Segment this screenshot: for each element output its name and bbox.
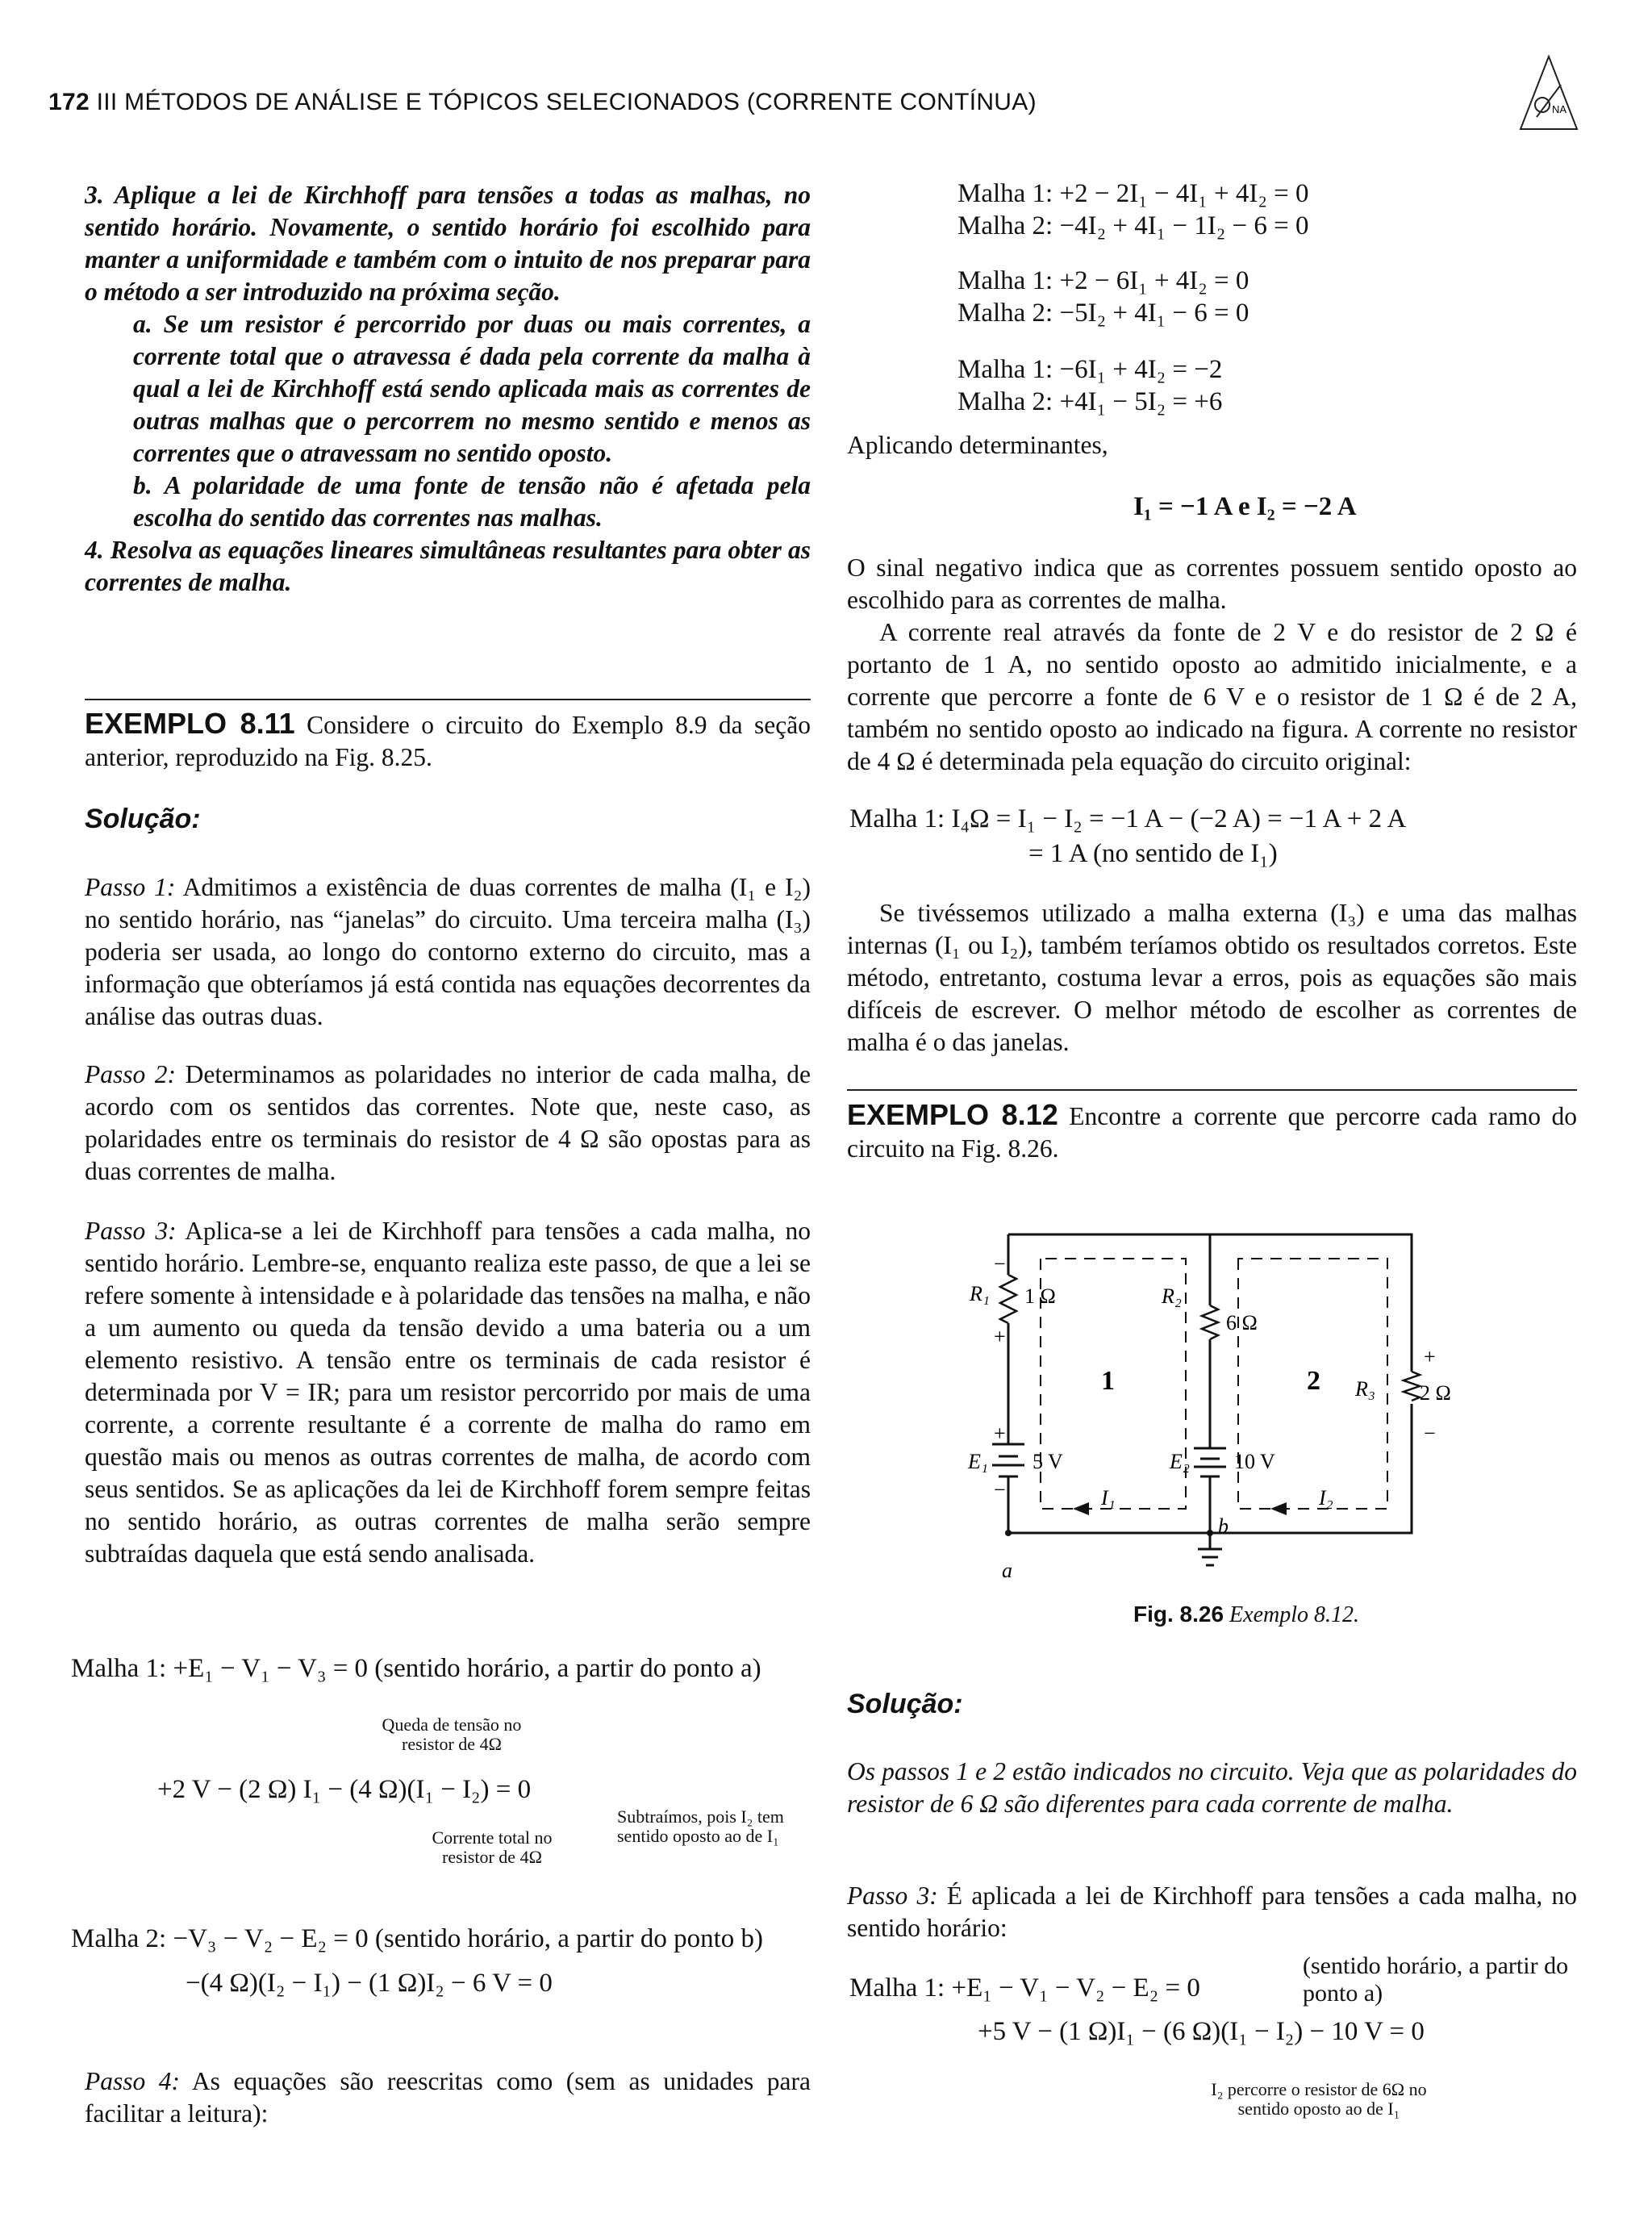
- note-i2-direction: I₂ percorre o resistor de 6Ω no sentido oposto ao de I₁: [1211, 2079, 1427, 2119]
- method-comment: Se tivéssemos utilizado a malha externa (I₃) e uma das malhas internas (I₁ ou I₂), também teríamos obtido os resultados corretos. Este método, entretanto, costuma levar a erros, pois as equações são mais difíceis de escrever. O melhor método de escolher as correntes de malha é o das janelas.: [847, 899, 1577, 1056]
- svg-text:2 Ω: 2 Ω: [1420, 1381, 1451, 1405]
- eq-line: Malha 1: +2 − 6I₁ + 4I₂ = 0: [957, 266, 1249, 295]
- note-total-current: Corrente total no resistor de 4Ω: [432, 1827, 553, 1867]
- figure-caption: Fig. 8.26 Exemplo 8.12.: [1133, 1602, 1360, 1627]
- i4-equation: Malha 1: I₄Ω = I₁ − I₂ = −1 A − (−2 A) = −1 A + 2 A: [849, 804, 1407, 833]
- example-8-12-intro: EXEMPLO 8.12 Encontre a corrente que percorre cada ramo do circuito na Fig. 8.26.: [847, 1098, 1577, 1163]
- note-subtract: Subtraímos, pois I₂ tem sentido oposto ao de I₁: [617, 1806, 784, 1846]
- mesh-2-expanded: −(4 Ω)(I₂ − I₁) − (1 Ω)I₂ − 6 V = 0: [186, 1969, 553, 1998]
- note-voltage-drop: Queda de tensão no resistor de 4Ω: [382, 1714, 522, 1754]
- svg-text:1 Ω: 1 Ω: [1024, 1284, 1056, 1308]
- svg-text:I₁: I₁: [1101, 1486, 1116, 1510]
- svg-text:R₃: R₃: [1355, 1377, 1375, 1401]
- svg-text:E₂: E₂: [1170, 1450, 1190, 1473]
- svg-text:−: −: [994, 1252, 1006, 1276]
- svg-text:NA: NA: [1552, 103, 1567, 115]
- svg-text:+: +: [994, 1422, 1006, 1445]
- svg-text:+: +: [1424, 1345, 1436, 1368]
- svg-text:−: −: [994, 1478, 1006, 1501]
- step-2: Passo 2: Determinamos as polaridades no interior de cada malha, de acordo com os sentidos das correntes. Note que, neste caso, as polaridades entre os terminais do resistor de 4 Ω são opostas para as duas correntes de malha.: [85, 1060, 811, 1185]
- mesh-1-eq-812: Malha 1: +E₁ − V₁ − V₂ − E₂ = 0: [849, 1973, 1200, 2003]
- svg-text:6 Ω: 6 Ω: [1226, 1311, 1258, 1334]
- svg-text:R₂: R₂: [1162, 1284, 1182, 1308]
- svg-text:5 V: 5 V: [1032, 1450, 1063, 1473]
- step-4: Passo 4: As equações são reescritas como (sem as unidades para facilitar a leitura):: [85, 2067, 811, 2128]
- mesh-2-equation: Malha 2: −V₃ − V₂ − E₂ = 0 (sentido horário, a partir do ponto b): [71, 1924, 764, 1953]
- svg-text:I₂: I₂: [1319, 1486, 1333, 1510]
- svg-text:10 V: 10 V: [1234, 1450, 1275, 1473]
- mesh-1-expanded-812: +5 V − (1 Ω)I₁ − (6 Ω)(I₁ − I₂) − 10 V = 0: [978, 2017, 1425, 2046]
- svg-text:+: +: [994, 1325, 1006, 1348]
- mesh-1-expanded: +2 V − (2 Ω) I₁ − (4 Ω)(I₁ − I₂) = 0: [157, 1775, 532, 1804]
- publisher-logo-icon: [1516, 48, 1581, 137]
- running-header: 172 III MÉTODOS DE ANÁLISE E TÓPICOS SELECIONADOS (CORRENTE CONTÍNUA): [48, 89, 1037, 115]
- step-1: Passo 1: Admitimos a existência de duas correntes de malha (I₁ e I₂) no sentido horário, nas “janelas” do circuito. Uma terceira malha (I₃) poderia ser usada, ao longo do contorno externo do circuito, mas a informação que obteríamos já está contida nas equações decorrentes da análise das outras duas.: [85, 873, 811, 1030]
- eq-line: Malha 2: −5I₂ + 4I₁ − 6 = 0: [957, 299, 1249, 328]
- steps-list: 3. Aplique a lei de Kirchhoff para tensões a todas as malhas, no sentido horário. Novamente, o sentido horário foi escolhido para manter a uniformidade e também com o intuito de nos preparar para o método a ser introduzido na próxima seção. a. Se um resistor é percorrido por duas ou mais correntes, a corrente total que o atravessa é dada pela corrente da malha à qual a lei de Kirchhoff está sendo aplicada mais as correntes de outras malhas que o percorrem no mesmo sentido e menos as correntes que o atravessam no sentido oposto. b. A polaridade de uma fonte de tensão não é afetada pela escolha do sentido das correntes nas malhas. 4. Resolva as equações lineares simultâneas resultantes para obter as correntes de malha.: [85, 181, 811, 596]
- svg-text:a: a: [1002, 1559, 1012, 1582]
- result-explanation: O sinal negativo indica que as correntes possuem sentido oposto ao escolhido para as correntes de malha. A corrente real através da fonte de 2 V e do resistor de 2 Ω é portanto de 1 A, no sentido oposto ao admitido inicialmente, e a corrente que percorre a fonte de 6 V e o resistor de 1 Ω é de 2 A, também no sentido oposto ao indicado na figura. A corrente no resistor de 4 Ω é determinada pela equação do circuito original:: [847, 553, 1577, 775]
- step-3: Passo 3: Aplica-se a lei de Kirchhoff para tensões a cada malha, no sentido horário. Lembre-se, enquanto realiza este passo, de que a lei se refere somente à intensidade e à polaridade das tensões na malha, e não a um aumento ou queda da tensão devido a uma bateria ou a um elemento resistivo. A tensão entre os terminais de cada resistor é determinada por V = IR; para um resistor percorrido por mais de uma corrente, a corrente resultante é a corrente de malha do ramo em questão mais ou menos as outras correntes de malha, de acordo com seus sentidos. Se as aplicações da lei de Kirchhoff forem sempre feitas no sentido horário, as outras correntes de malha serão sempre subtraídas daquela que está sendo analisada.: [85, 1217, 811, 1568]
- determinants-text: Aplicando determinantes,: [847, 431, 1108, 459]
- solution-heading: Solução:: [85, 804, 201, 834]
- svg-text:b: b: [1218, 1514, 1229, 1538]
- svg-text:R₁: R₁: [970, 1282, 990, 1305]
- solution-heading-2: Solução:: [847, 1689, 963, 1719]
- svg-text:E₁: E₁: [968, 1450, 988, 1473]
- result-currents: I₁ = −1 A e I₂ = −2 A: [1133, 492, 1357, 521]
- svg-text:−: −: [1424, 1422, 1436, 1445]
- eq-line: Malha 2: +4I₁ − 5I₂ = +6: [957, 387, 1223, 416]
- steps-1-2: Os passos 1 e 2 estão indicados no circuito. Veja que as polaridades do resistor de 6 Ω são diferentes para cada corrente de malha.: [847, 1757, 1577, 1818]
- svg-text:1: 1: [1101, 1366, 1115, 1396]
- step-3-b: Passo 3: É aplicada a lei de Kirchhoff para tensões a cada malha, no sentido horário:: [847, 1881, 1578, 1942]
- mesh-1-note-812: (sentido horário, a partir do ponto a): [1303, 1952, 1569, 2007]
- example-8-11-intro: EXEMPLO 8.11 Considere o circuito do Exemplo 8.9 da seção anterior, reproduzido na Fig. 8.25.: [85, 707, 811, 771]
- eq-line: Malha 1: +2 − 2I₁ − 4I₁ + 4I₂ = 0: [957, 179, 1309, 208]
- svg-text:2: 2: [1307, 1366, 1320, 1396]
- eq-line: Malha 2: −4I₂ + 4I₁ − 1I₂ − 6 = 0: [957, 211, 1309, 240]
- mesh-1-equation: Malha 1: +E₁ − V₁ − V₃ = 0 (sentido horário, a partir do ponto a): [71, 1654, 761, 1683]
- i4-result: = 1 A (no sentido de I₁): [1028, 839, 1278, 868]
- eq-line: Malha 1: −6I₁ + 4I₂ = −2: [957, 355, 1223, 384]
- circuit-diagram: [952, 1210, 1468, 1589]
